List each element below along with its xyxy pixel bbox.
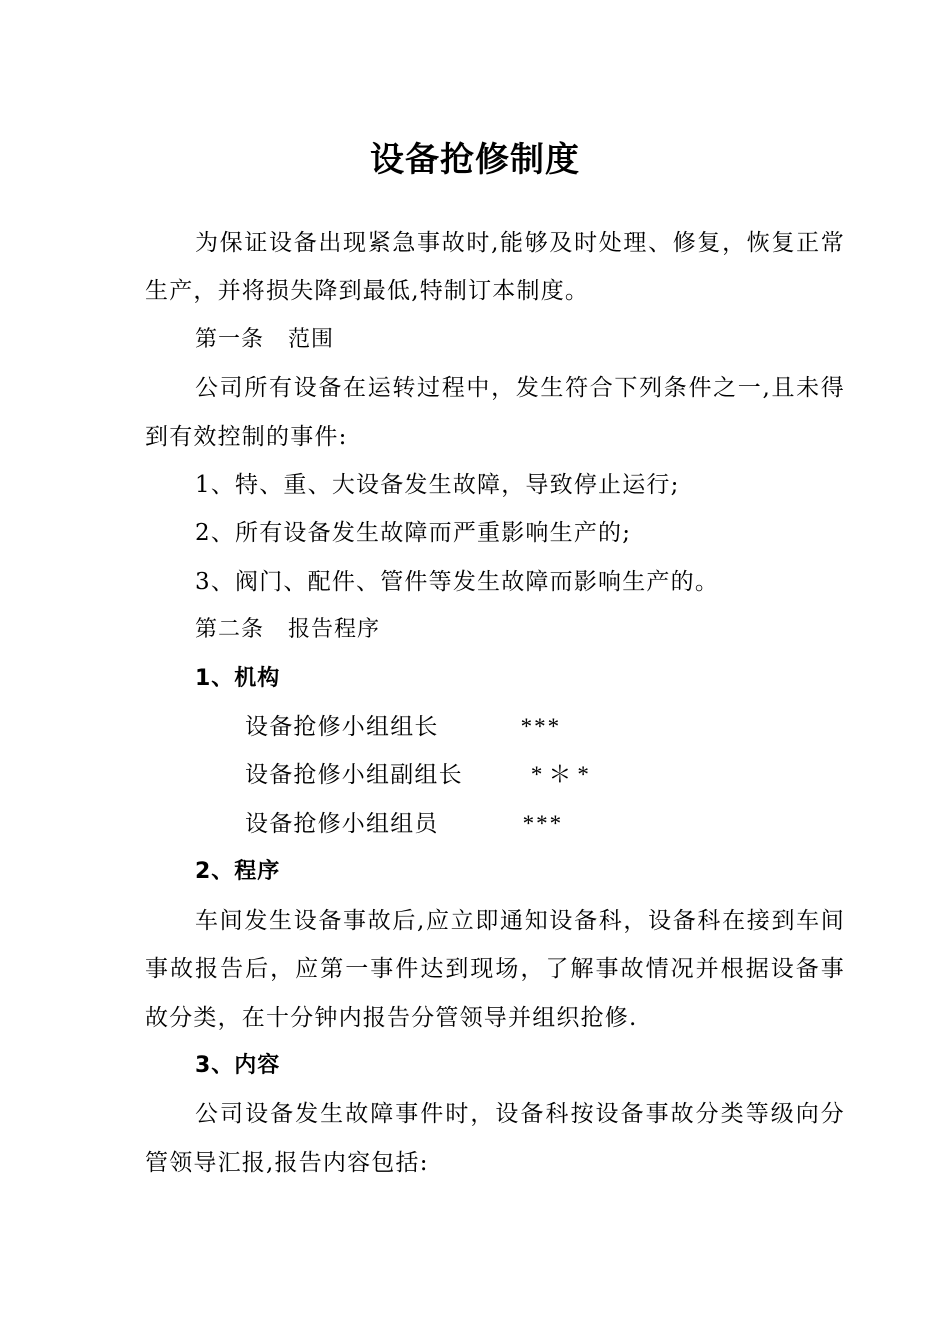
role-value-member: ***: [522, 810, 564, 836]
section-3-paragraph: 公司设备发生故障事件时，设备科按设备事故分类等级向分管领导汇报,报告内容包括:: [145, 1101, 845, 1176]
article-2-heading: [145, 606, 845, 654]
section-3-heading: 3、内容: [195, 1052, 281, 1078]
document-body: [145, 219, 845, 1187]
section-2-paragraph: 车间发生设备事故后,应立即通知设备科，设备科在接到车间事故报告后，应第一事件达到现场，了解事故情况并根据设备事故分类，在十分钟内报告分管领导并组织抢修.: [145, 907, 845, 1031]
role-line-leader: [145, 703, 845, 751]
article-1-paragraph: 公司所有设备在运转过程中，发生符合下列条件之一,且未得到有效控制的事件:: [145, 375, 845, 450]
intro-paragraph: 为保证设备出现紧急事故时,能够及时处理、修复，恢复正常生产，并将损失降到最低,特制订本制度。: [145, 230, 845, 305]
role-value-deputy: *＊*: [530, 762, 595, 788]
role-line-member: [145, 800, 845, 848]
role-name-member: 设备抢修小组组员: [245, 810, 439, 837]
article-2-label: 第二条: [195, 617, 265, 643]
article-1-heading: [145, 316, 845, 364]
article-2-title: 报告程序: [288, 617, 381, 643]
article-1-item-1: 1、特、重、大设备发生故障，导致停止运行;: [195, 472, 680, 499]
role-name-leader: 设备抢修小组组长: [245, 714, 439, 741]
section-2-heading: 2、程序: [195, 859, 281, 885]
article-1-label: 第一条: [195, 326, 265, 352]
role-name-deputy: 设备抢修小组副组长: [245, 762, 463, 789]
section-1-heading: 1、机构: [195, 665, 281, 691]
article-1-item-3: 3、阀门、配件、管件等发生故障而影响生产的。: [195, 568, 720, 595]
article-1-item-2: 2、所有设备发生故障而严重影响生产的;: [195, 520, 632, 547]
article-1-title: 范围: [288, 326, 335, 352]
role-value-leader: ***: [520, 714, 562, 740]
role-line-deputy: [145, 751, 845, 799]
document-title: 设备抢修制度: [370, 140, 580, 180]
